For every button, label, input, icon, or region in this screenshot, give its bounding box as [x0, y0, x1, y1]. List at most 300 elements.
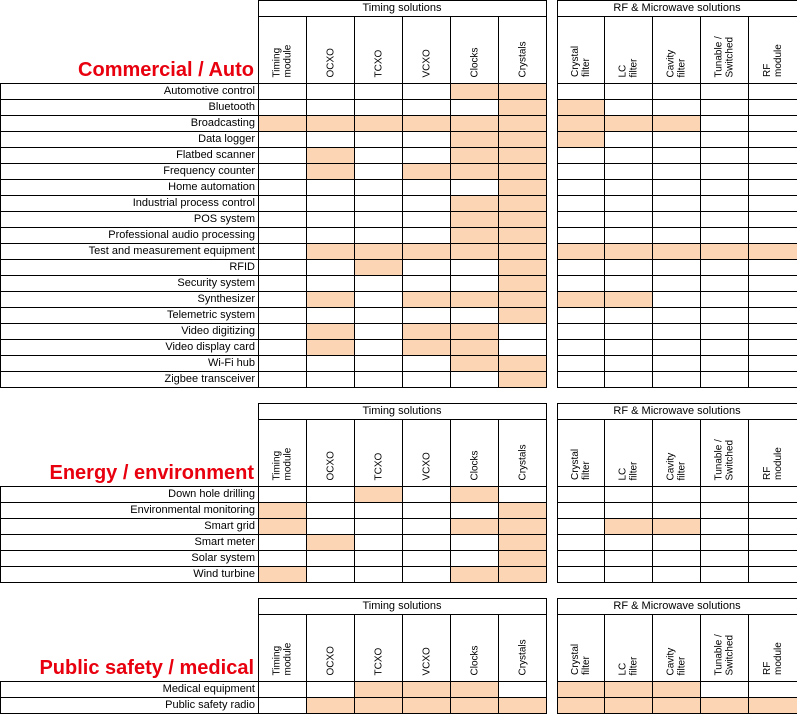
column-header	[748, 419, 797, 486]
cell-marked	[652, 115, 700, 131]
cell-empty	[700, 147, 748, 163]
cell-marked	[306, 534, 354, 550]
cell-empty	[652, 147, 700, 163]
column-header-line: filter	[580, 461, 592, 480]
grid-line	[0, 387, 547, 388]
cell-empty	[748, 550, 797, 566]
cell-empty	[700, 307, 748, 323]
grid-line	[557, 99, 797, 100]
grid-line	[498, 614, 499, 714]
cell-empty	[604, 486, 652, 502]
cell-marked	[402, 243, 450, 259]
column-header-line: Timing	[271, 450, 282, 480]
grid-line	[0, 323, 547, 324]
cell-marked	[498, 307, 546, 323]
cell-empty	[258, 131, 306, 147]
cell-marked	[450, 566, 498, 582]
column-header-line: Clocks	[468, 46, 480, 77]
column-header-line: module	[772, 642, 784, 675]
cell-empty	[450, 502, 498, 518]
cell-empty	[748, 179, 797, 195]
cell-empty	[402, 355, 450, 371]
cell-marked	[498, 502, 546, 518]
column-header-line: VCXO	[420, 451, 432, 480]
cell-empty	[604, 534, 652, 550]
grid-line	[0, 697, 547, 698]
cell-marked	[498, 355, 546, 371]
cell-marked	[498, 227, 546, 243]
row-label: POS system	[193, 213, 255, 225]
grid-line	[700, 419, 701, 583]
grid-line	[498, 419, 499, 583]
cell-marked	[498, 259, 546, 275]
cell-empty	[450, 550, 498, 566]
column-header	[748, 614, 797, 681]
cell-marked	[498, 550, 546, 566]
cell-empty	[557, 534, 604, 550]
grid-line	[0, 147, 547, 148]
cell-marked	[450, 697, 498, 713]
column-header	[498, 16, 546, 83]
label-border	[0, 486, 1, 583]
section-title: Energy / environment	[49, 462, 254, 484]
row-label: Synthesizer	[197, 293, 255, 305]
grid-line	[557, 163, 797, 164]
cell-marked	[450, 681, 498, 697]
cell-empty	[557, 339, 604, 355]
column-header-line: module	[282, 642, 293, 675]
cell-empty	[748, 115, 797, 131]
cell-empty	[604, 355, 652, 371]
cell-empty	[557, 163, 604, 179]
cell-empty	[258, 355, 306, 371]
column-header	[700, 419, 748, 486]
cell-empty	[258, 486, 306, 502]
cell-empty	[450, 259, 498, 275]
column-header-line: Tunable /	[713, 438, 724, 480]
cell-empty	[306, 307, 354, 323]
cell-empty	[604, 307, 652, 323]
cell-empty	[700, 99, 748, 115]
cell-empty	[748, 323, 797, 339]
grid-line	[604, 419, 605, 583]
cell-marked	[604, 681, 652, 697]
cell-empty	[306, 681, 354, 697]
cell-empty	[354, 163, 402, 179]
cell-marked	[450, 131, 498, 147]
cell-empty	[450, 99, 498, 115]
cell-empty	[402, 131, 450, 147]
grid-line	[557, 681, 797, 682]
grid-line	[0, 307, 547, 308]
cell-empty	[748, 195, 797, 211]
cell-marked	[604, 291, 652, 307]
column-header	[498, 614, 546, 681]
group-title: RF & Microwave solutions	[613, 405, 741, 417]
cell-marked	[700, 697, 748, 713]
row-label: Automotive control	[163, 85, 255, 97]
column-header-line: VCXO	[420, 646, 432, 675]
cell-empty	[604, 259, 652, 275]
cell-empty	[652, 291, 700, 307]
row-label: Wind turbine	[193, 568, 255, 580]
cell-marked	[652, 518, 700, 534]
cell-empty	[748, 307, 797, 323]
grid-line	[557, 697, 797, 698]
row-label: Public safety radio	[165, 699, 255, 711]
cell-marked	[306, 243, 354, 259]
cell-empty	[354, 502, 402, 518]
cell-empty	[306, 195, 354, 211]
grid-line	[0, 550, 547, 551]
cell-empty	[700, 550, 748, 566]
grid-line	[0, 518, 547, 519]
cell-empty	[652, 83, 700, 99]
cell-marked	[557, 291, 604, 307]
cell-marked	[450, 243, 498, 259]
cell-marked	[498, 697, 546, 713]
cell-empty	[652, 486, 700, 502]
grid-line	[0, 502, 547, 503]
cell-marked	[498, 371, 546, 387]
cell-empty	[652, 371, 700, 387]
cell-empty	[700, 323, 748, 339]
cell-empty	[402, 275, 450, 291]
grid-line	[604, 16, 605, 388]
column-header	[354, 16, 402, 83]
cell-empty	[604, 227, 652, 243]
grid-line	[557, 371, 797, 372]
column-header-line: Crystal	[569, 448, 581, 480]
column-header	[652, 16, 700, 83]
cell-empty	[354, 534, 402, 550]
grid-line	[0, 211, 547, 212]
cell-empty	[557, 307, 604, 323]
cell-marked	[306, 291, 354, 307]
cell-empty	[402, 550, 450, 566]
column-header-line: RF	[761, 661, 773, 675]
group-title: RF & Microwave solutions	[613, 600, 741, 612]
cell-empty	[700, 131, 748, 147]
grid-line	[0, 83, 547, 84]
cell-empty	[402, 211, 450, 227]
cell-marked	[498, 131, 546, 147]
cell-marked	[402, 291, 450, 307]
grid-line	[557, 259, 797, 260]
cell-empty	[258, 99, 306, 115]
cell-empty	[700, 371, 748, 387]
cell-empty	[748, 371, 797, 387]
cell-marked	[450, 291, 498, 307]
cell-empty	[604, 179, 652, 195]
grid-line	[557, 502, 797, 503]
grid-line	[0, 355, 547, 356]
column-header	[700, 614, 748, 681]
cell-marked	[604, 697, 652, 713]
cell-empty	[402, 486, 450, 502]
cell-empty	[258, 371, 306, 387]
column-header-line: Crystal	[569, 643, 581, 675]
cell-empty	[258, 323, 306, 339]
cell-empty	[652, 550, 700, 566]
column-header-line: module	[772, 447, 784, 480]
column-header-line: Crystals	[516, 443, 528, 480]
cell-empty	[652, 323, 700, 339]
cell-empty	[402, 534, 450, 550]
column-header-line: filter	[676, 461, 687, 480]
cell-empty	[557, 323, 604, 339]
cell-empty	[258, 307, 306, 323]
cell-marked	[652, 681, 700, 697]
column-header-line: OCXO	[324, 450, 336, 480]
section-title: Public safety / medical	[39, 657, 254, 679]
cell-empty	[652, 99, 700, 115]
cell-marked	[450, 211, 498, 227]
grid-line	[557, 275, 797, 276]
cell-empty	[748, 502, 797, 518]
cell-marked	[748, 243, 797, 259]
grid-line	[0, 582, 547, 583]
column-header-line: Cavity	[665, 49, 676, 77]
cell-empty	[557, 83, 604, 99]
column-header-line: RF	[761, 466, 773, 480]
cell-empty	[258, 534, 306, 550]
grid-line	[557, 566, 797, 567]
grid-line	[402, 16, 403, 388]
column-header-line: filter	[580, 58, 592, 77]
grid-line	[0, 534, 547, 535]
grid-line	[450, 419, 451, 583]
grid-line	[0, 371, 547, 372]
column-header	[557, 614, 604, 681]
cell-marked	[748, 697, 797, 713]
cell-empty	[306, 99, 354, 115]
group-title: Timing solutions	[362, 405, 442, 417]
cell-empty	[557, 147, 604, 163]
grid-line	[652, 419, 653, 583]
group-header-border	[557, 403, 797, 404]
cell-empty	[700, 115, 748, 131]
column-header-line: filter	[676, 58, 687, 77]
row-label: Professional audio processing	[108, 229, 255, 241]
cell-marked	[498, 179, 546, 195]
column-header-line: module	[772, 44, 784, 77]
cell-empty	[498, 339, 546, 355]
cell-empty	[652, 179, 700, 195]
cell-empty	[306, 355, 354, 371]
cell-empty	[258, 211, 306, 227]
column-header	[557, 16, 604, 83]
cell-empty	[258, 83, 306, 99]
grid-line	[0, 131, 547, 132]
cell-marked	[306, 163, 354, 179]
label-border	[0, 681, 1, 714]
cell-empty	[258, 259, 306, 275]
cell-marked	[450, 195, 498, 211]
cell-empty	[306, 227, 354, 243]
grid-line	[557, 307, 797, 308]
cell-empty	[354, 195, 402, 211]
grid-line	[604, 614, 605, 714]
cell-empty	[700, 259, 748, 275]
cell-empty	[604, 566, 652, 582]
row-label: Home automation	[168, 181, 255, 193]
grid-line	[557, 115, 797, 116]
column-header	[498, 419, 546, 486]
column-header	[604, 16, 652, 83]
cell-marked	[258, 518, 306, 534]
cell-empty	[652, 211, 700, 227]
cell-empty	[258, 163, 306, 179]
grid-line	[557, 582, 797, 583]
grid-line	[557, 243, 797, 244]
cell-empty	[306, 486, 354, 502]
cell-empty	[258, 275, 306, 291]
grid-line	[557, 227, 797, 228]
row-label: Industrial process control	[132, 197, 255, 209]
cell-empty	[748, 83, 797, 99]
cell-empty	[652, 355, 700, 371]
grid-line	[700, 614, 701, 714]
grid-line	[557, 534, 797, 535]
cell-empty	[402, 502, 450, 518]
cell-marked	[354, 486, 402, 502]
cell-empty	[450, 371, 498, 387]
cell-empty	[402, 227, 450, 243]
column-header-line: TCXO	[372, 647, 384, 675]
cell-empty	[557, 355, 604, 371]
cell-empty	[354, 227, 402, 243]
cell-empty	[306, 83, 354, 99]
cell-empty	[604, 131, 652, 147]
cell-empty	[258, 291, 306, 307]
cell-empty	[748, 681, 797, 697]
cell-empty	[402, 147, 450, 163]
cell-marked	[498, 99, 546, 115]
cell-empty	[354, 355, 402, 371]
cell-empty	[402, 83, 450, 99]
grid-line	[557, 83, 797, 84]
column-header-line: Cavity	[665, 647, 676, 675]
cell-marked	[450, 83, 498, 99]
cell-empty	[354, 566, 402, 582]
cell-empty	[748, 339, 797, 355]
cell-empty	[354, 323, 402, 339]
cell-empty	[354, 550, 402, 566]
cell-empty	[700, 195, 748, 211]
cell-empty	[748, 131, 797, 147]
cell-marked	[498, 566, 546, 582]
cell-empty	[258, 147, 306, 163]
cell-empty	[557, 211, 604, 227]
cell-empty	[557, 179, 604, 195]
cell-marked	[450, 486, 498, 502]
cell-empty	[557, 486, 604, 502]
column-header	[306, 419, 354, 486]
cell-marked	[700, 243, 748, 259]
grid-line	[498, 16, 499, 388]
cell-marked	[306, 697, 354, 713]
row-label: Solar system	[191, 552, 255, 564]
cell-marked	[258, 566, 306, 582]
cell-marked	[498, 243, 546, 259]
cell-marked	[498, 163, 546, 179]
grid-line	[557, 211, 797, 212]
cell-marked	[604, 243, 652, 259]
cell-empty	[700, 681, 748, 697]
cell-empty	[748, 566, 797, 582]
column-header-line: Crystals	[516, 638, 528, 675]
cell-empty	[306, 275, 354, 291]
cell-empty	[557, 371, 604, 387]
grid-line	[557, 518, 797, 519]
cell-marked	[652, 243, 700, 259]
cell-empty	[354, 131, 402, 147]
group-header-border	[557, 0, 797, 1]
group-title: RF & Microwave solutions	[613, 2, 741, 14]
column-header	[354, 419, 402, 486]
column-header-line: Switched	[724, 634, 735, 675]
cell-empty	[306, 550, 354, 566]
row-label: Down hole drilling	[168, 488, 255, 500]
column-header-line: Cavity	[665, 452, 676, 480]
column-header	[258, 419, 306, 486]
cell-empty	[306, 211, 354, 227]
column-header	[450, 419, 498, 486]
cell-empty	[652, 195, 700, 211]
cell-marked	[258, 115, 306, 131]
cell-empty	[700, 179, 748, 195]
cell-empty	[402, 259, 450, 275]
cell-empty	[748, 355, 797, 371]
cell-empty	[652, 131, 700, 147]
column-header-line: Tunable /	[713, 35, 724, 77]
cell-marked	[402, 681, 450, 697]
cell-marked	[557, 243, 604, 259]
column-header-line: filter	[628, 461, 639, 480]
cell-marked	[604, 115, 652, 131]
cell-empty	[354, 179, 402, 195]
cell-empty	[700, 227, 748, 243]
cell-empty	[604, 83, 652, 99]
cell-marked	[354, 681, 402, 697]
cell-empty	[258, 243, 306, 259]
grid-line	[0, 275, 547, 276]
cell-marked	[306, 339, 354, 355]
cell-empty	[700, 566, 748, 582]
cell-empty	[258, 550, 306, 566]
column-header-line: Switched	[724, 439, 735, 480]
cell-empty	[700, 275, 748, 291]
row-label: Smart meter	[194, 536, 255, 548]
cell-marked	[450, 163, 498, 179]
row-label: Video digitizing	[181, 325, 255, 337]
column-header	[604, 419, 652, 486]
cell-empty	[450, 307, 498, 323]
column-header-line: Switched	[724, 36, 735, 77]
cell-marked	[450, 115, 498, 131]
cell-empty	[557, 502, 604, 518]
grid-line	[700, 16, 701, 388]
cell-empty	[748, 147, 797, 163]
grid-line	[0, 195, 547, 196]
row-label: Medical equipment	[162, 683, 255, 695]
cell-empty	[402, 566, 450, 582]
cell-marked	[306, 115, 354, 131]
cell-empty	[306, 502, 354, 518]
grid-line	[306, 614, 307, 714]
grid-line	[0, 486, 547, 487]
